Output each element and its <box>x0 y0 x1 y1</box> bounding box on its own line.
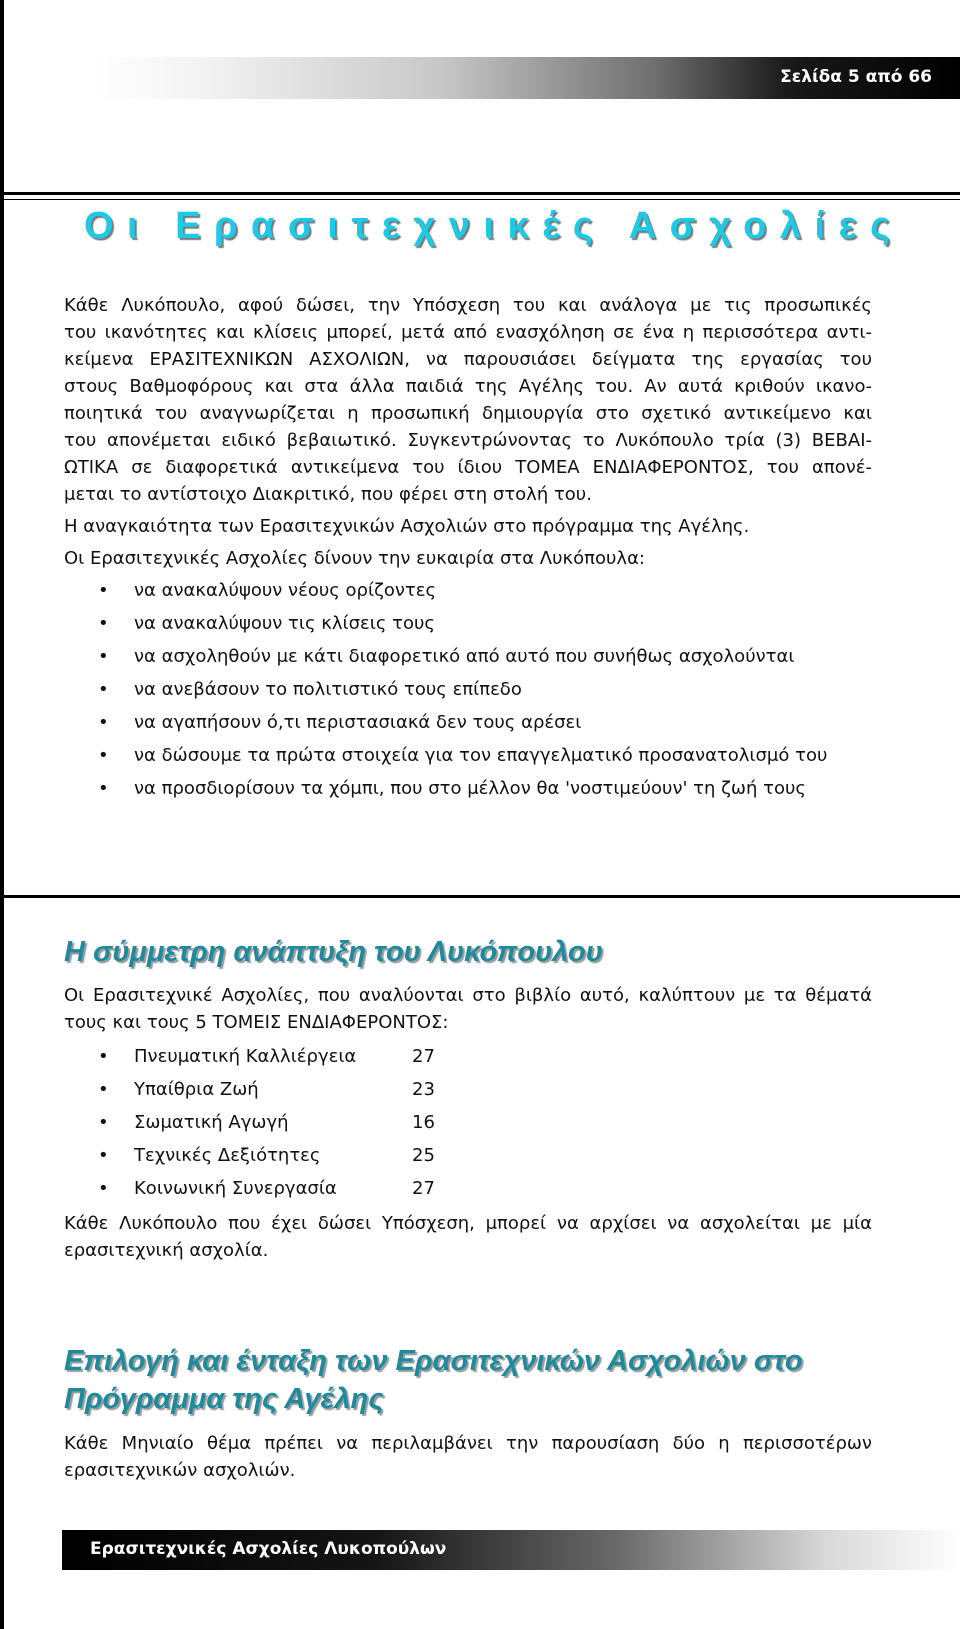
sector-count: 16 <box>412 1112 435 1133</box>
sector-count: 27 <box>412 1046 435 1067</box>
bullet-icon: • <box>98 580 109 601</box>
sector-count: 23 <box>412 1079 435 1100</box>
bullet-icon: • <box>98 745 109 766</box>
bullet-icon: • <box>98 1079 109 1100</box>
section-divider-top <box>4 192 960 200</box>
sector-count: 27 <box>412 1178 435 1199</box>
bullet-icon: • <box>98 679 109 700</box>
body-line: ΩΤΙΚΑ σε διαφορετικά αντικείμενα του ίδιου ΤΟΜΕΑ ΕΝΔΙΑΦΕΡΟΝΤΟΣ, του απονέ- <box>64 457 872 478</box>
body-line: Κάθε Λυκόπουλο, αφού δώσει, την Υπόσχεση του και ανάλογα με τις προσωπικές <box>64 295 872 316</box>
section3-title-line: Επιλογή και ένταξη των Ερασιτεχνικών Ασχολιών στο <box>64 1345 803 1377</box>
section2-title: Η σύμμετρη ανάπτυξη του Λυκόπουλου <box>64 936 603 968</box>
body-line: του απονέμεται ειδικό βεβαιωτικό. Συγκεντρώνοντας το Λυκόπουλο τρία (3) ΒΕΒΑΙ- <box>64 430 872 451</box>
section3-body-line: ερασιτεχνικών ασχολιών. <box>64 1460 296 1481</box>
body-line: μεται το αντίστοιχο Διακριτικό, που φέρει στη στολή του. <box>64 484 592 505</box>
section2-intro-line: τους και τους 5 ΤΟΜΕΙΣ ΕΝΔΙΑΦΕΡΟΝΤΟΣ: <box>64 1012 449 1033</box>
bullet-icon: • <box>98 1112 109 1133</box>
section2-closing-line: ερασιτεχνική ασχολία. <box>64 1240 269 1261</box>
bullet-icon: • <box>98 778 109 799</box>
page-number-label: Σελίδα 5 από 66 <box>780 67 932 87</box>
footer-title: Ερασιτεχνικές Ασχολίες Λυκοπούλων <box>90 1539 447 1559</box>
bullet-icon: • <box>98 712 109 733</box>
body-line: του ικανότητες και κλίσεις μπορεί, μετά από ενασχόληση σε ένα η περισσότερα αντι- <box>64 322 872 343</box>
bullet-icon: • <box>98 613 109 634</box>
body-line: στους Βαθμοφόρους και στα άλλα παιδιά της Αγέλης του. Αν αυτά κριθούν ικανο- <box>64 376 872 397</box>
footer-bar <box>62 1530 960 1570</box>
sector-count: 25 <box>412 1145 435 1166</box>
intro-line: Οι Ερασιτεχνικές Ασχολίες δίνουν την ευκαιρία στα Λυκόπουλα: <box>64 548 645 569</box>
page-title: Οι Ερασιτεχνικές Ασχολίες <box>84 205 904 247</box>
header-bar <box>92 57 960 99</box>
necessity-line: Η αναγκαιότητα των Ερασιτεχνικών Ασχολιών στο πρόγραμμα της Αγέλης. <box>64 516 750 537</box>
bullet-icon: • <box>98 1178 109 1199</box>
section2-closing-line: Κάθε Λυκόπουλο που έχει δώσει Υπόσχεση, μπορεί να αρχίσει να ασχολείται με μία <box>64 1213 872 1234</box>
section3-title-line: Πρόγραμμα της Αγέλης <box>64 1383 384 1415</box>
bullet-icon: • <box>98 1145 109 1166</box>
section2-intro-line: Οι Ερασιτεχνικέ Ασχολίες, που αναλύονται στο βιβλίο αυτό, καλύπτουν με τα θέματά <box>64 985 872 1006</box>
bullet-icon: • <box>98 1046 109 1067</box>
section-divider <box>4 895 960 898</box>
body-line: ποιητικά του αναγνωρίζεται η προσωπική δημιουργία στο σχετικό αντικείμενο και <box>64 403 872 424</box>
body-line: κείμενα ΕΡΑΣΙΤΕΧΝΙΚΩΝ ΑΣΧΟΛΙΩΝ, να παρουσιάσει δείγματα της εργασίας του <box>64 349 872 370</box>
section3-body-line: Κάθε Μηνιαίο θέμα πρέπει να περιλαμβάνει την παρουσίαση δύο η περισσοτέρων <box>64 1433 872 1454</box>
bullet-icon: • <box>98 646 109 667</box>
left-margin-rule <box>0 0 4 1629</box>
